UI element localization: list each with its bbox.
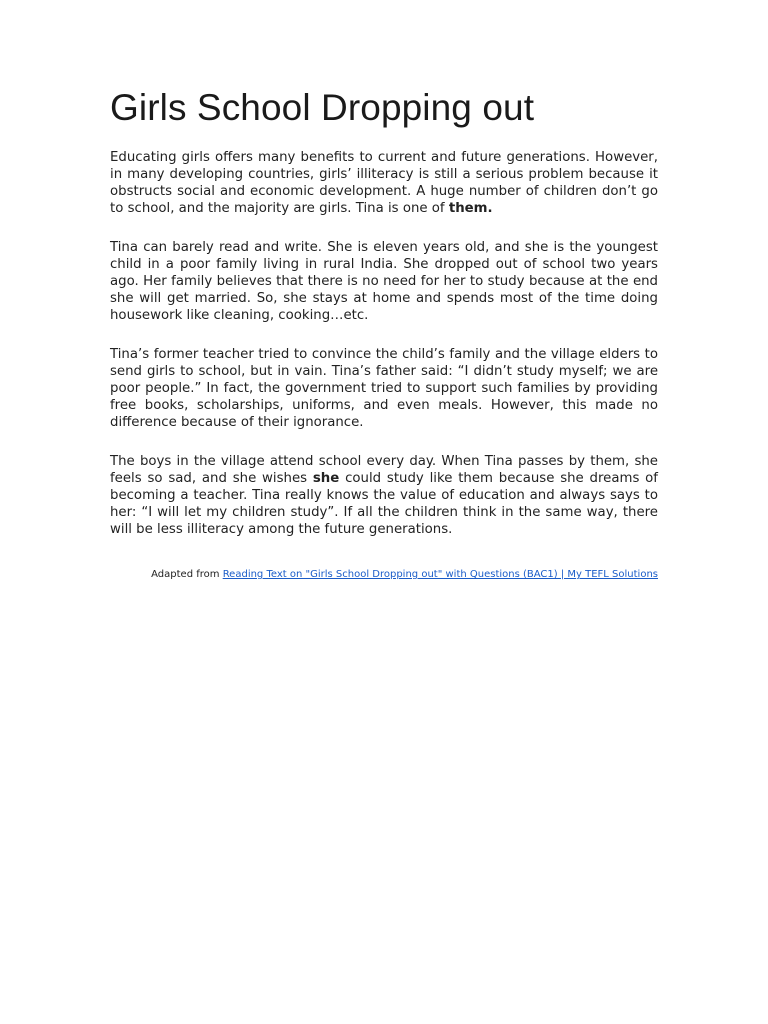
- paragraph-text: Tina can barely read and write. She is eleven years old, and she is the youngest child in a poor family living in rural India. She dropped out of school two years ago. Her family believes that there is no need for her to study because at the end she will get married. So, she stays at home and spends most of the time doing housework like cleaning, cooking…etc.: [110, 240, 658, 323]
- paragraph-4: [110, 453, 658, 538]
- source-prefix: Adapted from: [151, 569, 223, 580]
- paragraph-text: Educating girls offers many benefits to current and future generations. However, in many developing countries, girls’ illiteracy is still a serious problem because it obstructs social and economic development. A huge number of children don’t go to school, and the majority are girls. Tina is one of: [110, 150, 658, 216]
- source-attribution: [110, 568, 658, 582]
- paragraph-2: [110, 239, 658, 324]
- paragraph-text: The boys in the village attend school every day. When Tina passes by them, she feels so sad, and she wishes: [110, 454, 658, 486]
- paragraph-text: could study like them because she dreams of becoming a teacher. Tina really knows the value of education and always says to her: “I will let my children study”. If all the children think in the same way, there will be less illiteracy among the future generations.: [110, 471, 658, 537]
- page-title: Girls School Dropping out: [110, 87, 535, 128]
- document-body: [110, 85, 658, 582]
- emphasis-text: them.: [448, 201, 493, 216]
- source-link[interactable]: Reading Text on "Girls School Dropping out" with Questions (BAC1) | My TEFL Solutions: [222, 569, 658, 580]
- paragraph-text: Tina’s former teacher tried to convince the child’s family and the village elders to send girls to school, but in vain. Tina’s father said: “I didn’t study myself; we are poor people.” In fact, the government tried to support such families by providing free books, scholarships, uniforms, and even meals. However, this made no difference because of their ignorance.: [110, 347, 658, 430]
- paragraph-3: [110, 346, 658, 431]
- emphasis-text: she: [312, 471, 340, 486]
- paragraph-1: [110, 149, 658, 217]
